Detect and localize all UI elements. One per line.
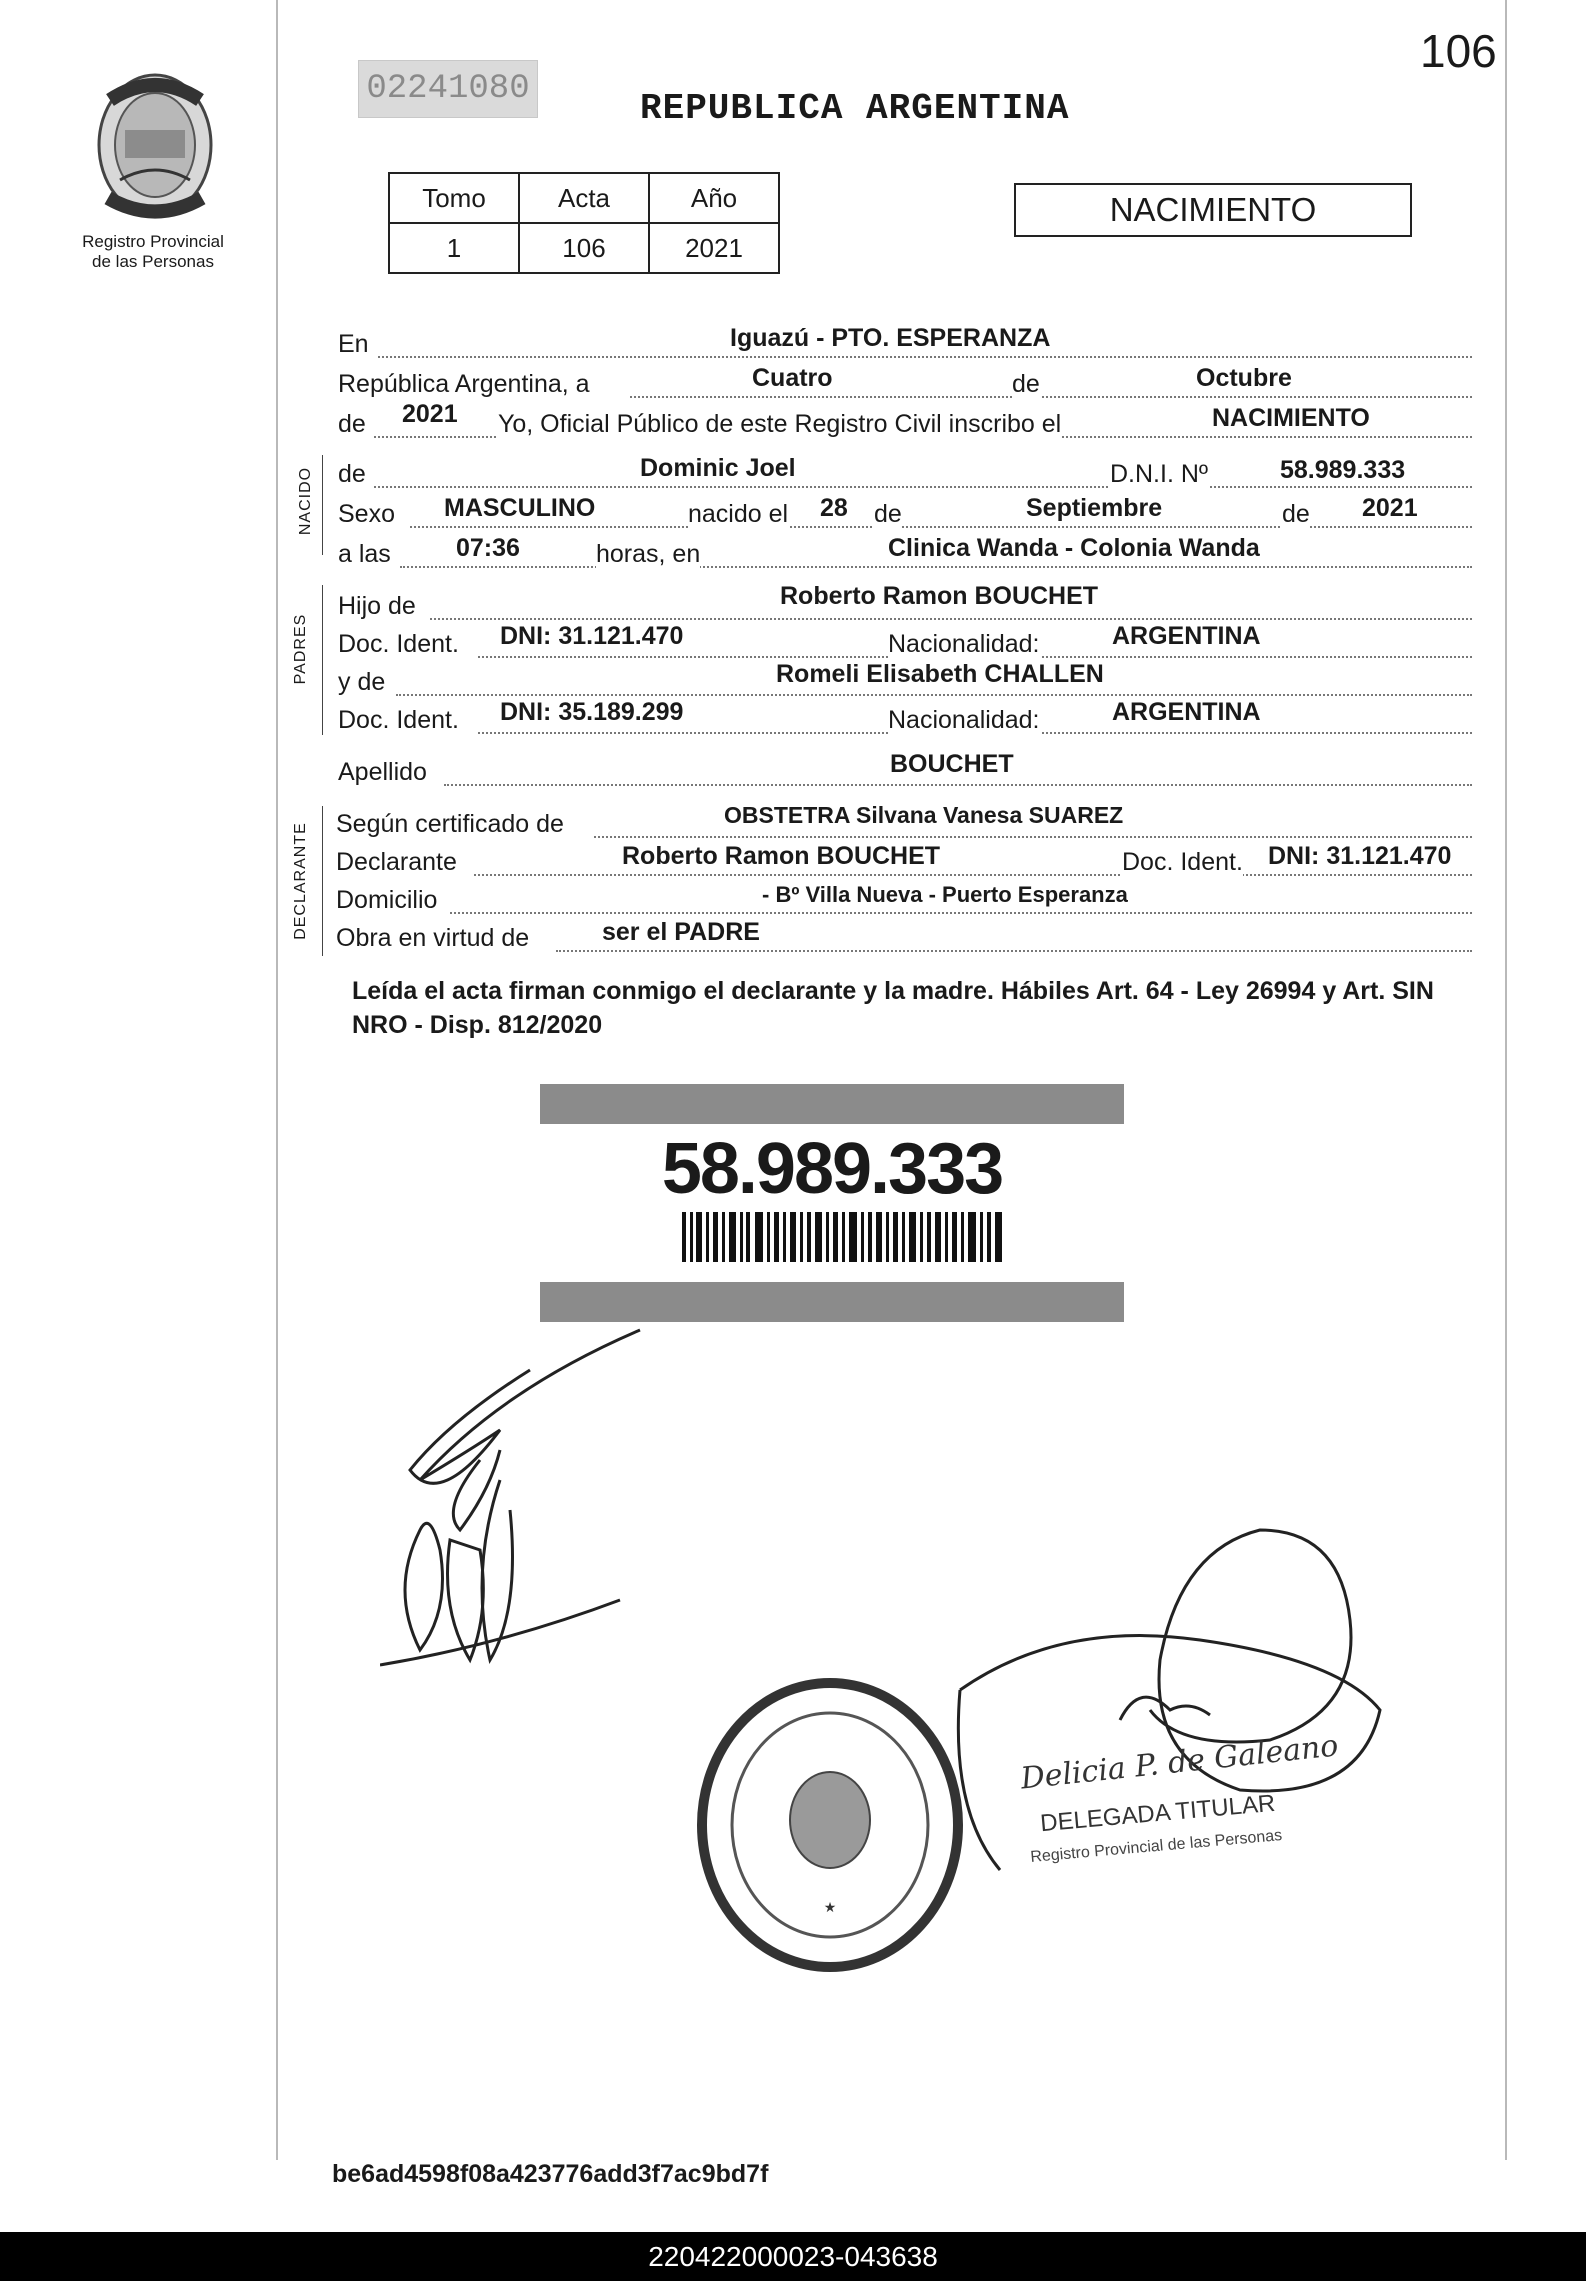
de-label: de xyxy=(1012,370,1040,398)
mother-nationality: ARGENTINA xyxy=(1112,698,1261,726)
year-value: 2021 xyxy=(402,400,458,428)
alas-label: a las xyxy=(338,540,391,568)
dotted-line xyxy=(450,912,1472,914)
dotted-line xyxy=(396,694,1472,696)
oficial-text: Yo, Oficial Público de este Registro Civil inscribo el xyxy=(498,410,1062,438)
padres-label: PADRES xyxy=(292,613,309,685)
obra-value: ser el PADRE xyxy=(602,918,760,946)
sticker-dni-number: 58.989.333 xyxy=(661,1129,1003,1209)
nacido-el-label: nacido el xyxy=(688,500,789,528)
cert-label: Según certificado de xyxy=(336,810,564,838)
table-header: Año xyxy=(649,173,779,223)
province-emblem xyxy=(70,60,240,230)
father-doc: DNI: 31.121.470 xyxy=(500,622,684,650)
birth-time: 07:36 xyxy=(456,534,520,562)
section-divider xyxy=(322,806,323,956)
decl-doc-label: Doc. Ident. xyxy=(1122,848,1243,876)
father-name: Roberto Ramon BOUCHET xyxy=(780,582,1099,610)
registry-line-2: de las Personas xyxy=(92,252,214,271)
document-title: REPUBLICA ARGENTINA xyxy=(640,88,1070,129)
decl-label: Declarante xyxy=(336,848,457,876)
table-cell: 2021 xyxy=(649,223,779,273)
dotted-line xyxy=(474,874,1472,876)
birth-de-label-2: de xyxy=(1282,500,1310,528)
child-name: Dominic Joel xyxy=(640,454,796,482)
dotted-line xyxy=(444,784,1472,786)
footer-id: 220422000023-043638 xyxy=(648,2241,938,2272)
dotted-line xyxy=(430,618,1472,620)
dotted-line xyxy=(374,486,1472,488)
document-hash: be6ad4598f08a423776add3f7ac9bd7f xyxy=(332,2160,769,2188)
day-value: Cuatro xyxy=(752,364,833,392)
yde-label: y de xyxy=(338,668,386,696)
legal-note: Leída el acta firman conmigo el declarante y la madre. Hábiles Art. 64 - Ley 26994 y Art. SIN NRO - Disp. 812/2020 xyxy=(352,977,1434,1039)
child-dni: 58.989.333 xyxy=(1280,456,1406,484)
birth-de-label: de xyxy=(874,500,902,528)
month-value: Octubre xyxy=(1196,364,1292,392)
dotted-line xyxy=(556,950,1472,952)
right-margin-line xyxy=(1505,0,1507,2160)
table-header: Tomo xyxy=(389,173,519,223)
en-label: En xyxy=(338,330,369,358)
registry-name xyxy=(58,232,248,272)
left-margin-line xyxy=(276,0,278,2160)
dni-label: D.N.I. Nº xyxy=(1110,460,1209,488)
section-divider xyxy=(322,585,323,735)
mother-doc-label: Doc. Ident. xyxy=(338,706,459,734)
decl-name: Roberto Ramon BOUCHET xyxy=(622,842,941,870)
table-cell: 106 xyxy=(519,223,649,273)
father-nat-label: Nacionalidad: xyxy=(888,630,1040,658)
father-nationality: ARGENTINA xyxy=(1112,622,1261,650)
dotted-line xyxy=(594,836,1472,838)
mother-nat-label: Nacionalidad: xyxy=(888,706,1040,734)
birth-day: 28 xyxy=(820,494,848,522)
official-stamp xyxy=(690,1670,970,1980)
declarant-signature xyxy=(380,1310,680,1690)
apellido-value: BOUCHET xyxy=(890,750,1014,778)
page-number: 106 xyxy=(1420,25,1497,77)
de-label-2: de xyxy=(338,410,366,438)
delegate-title: DELEGADA TITULAR xyxy=(1039,1789,1277,1838)
delegate-name: Delicia P. de Galeano xyxy=(1019,1728,1340,1797)
record-type-box: NACIMIENTO xyxy=(1014,183,1412,237)
republica-label: República Argentina, a xyxy=(338,370,590,398)
birth-year: 2021 xyxy=(1362,494,1418,522)
dotted-line xyxy=(410,526,1472,528)
horas-label: horas, en xyxy=(596,540,701,568)
nacido-de-label: de xyxy=(338,460,366,488)
sexo-value: MASCULINO xyxy=(444,494,596,522)
section-divider xyxy=(322,455,323,555)
table-cell: 1 xyxy=(389,223,519,273)
delegate-signature xyxy=(940,1510,1400,1890)
hijo-label: Hijo de xyxy=(338,592,416,620)
serial-number: 02241080 xyxy=(358,60,538,118)
registry-line-1: Registro Provincial xyxy=(82,232,224,251)
sexo-label: Sexo xyxy=(338,500,395,528)
dom-value: - Bº Villa Nueva - Puerto Esperanza xyxy=(762,882,1128,907)
declarante-label: DECLARANTE xyxy=(292,822,309,940)
dotted-line xyxy=(378,356,1472,358)
father-doc-label: Doc. Ident. xyxy=(338,630,459,658)
decl-doc: DNI: 31.121.470 xyxy=(1268,842,1452,870)
barcode xyxy=(682,1212,1002,1262)
obra-label: Obra en virtud de xyxy=(336,924,530,952)
mother-doc: DNI: 35.189.299 xyxy=(500,698,684,726)
svg-text:★: ★ xyxy=(823,1900,837,1916)
apellido-label: Apellido xyxy=(338,758,427,786)
birth-month: Septiembre xyxy=(1026,494,1163,522)
event-value: NACIMIENTO xyxy=(1212,404,1370,432)
mother-name: Romeli Elisabeth CHALLEN xyxy=(776,660,1104,688)
birth-place: Clinica Wanda - Colonia Wanda xyxy=(888,534,1260,562)
table-header: Acta xyxy=(519,173,649,223)
nacido-label: NACIDO xyxy=(297,466,314,536)
dotted-line xyxy=(400,566,1472,568)
delegate-org: Registro Provincial de las Personas xyxy=(1029,1827,1283,1866)
sticker-top-band xyxy=(540,1084,1124,1124)
record-table xyxy=(388,172,780,274)
dotted-line xyxy=(630,396,1472,398)
cert-value: OBSTETRA Silvana Vanesa SUAREZ xyxy=(724,802,1124,828)
place-value: Iguazú - PTO. ESPERANZA xyxy=(730,324,1051,352)
dom-label: Domicilio xyxy=(336,886,438,914)
